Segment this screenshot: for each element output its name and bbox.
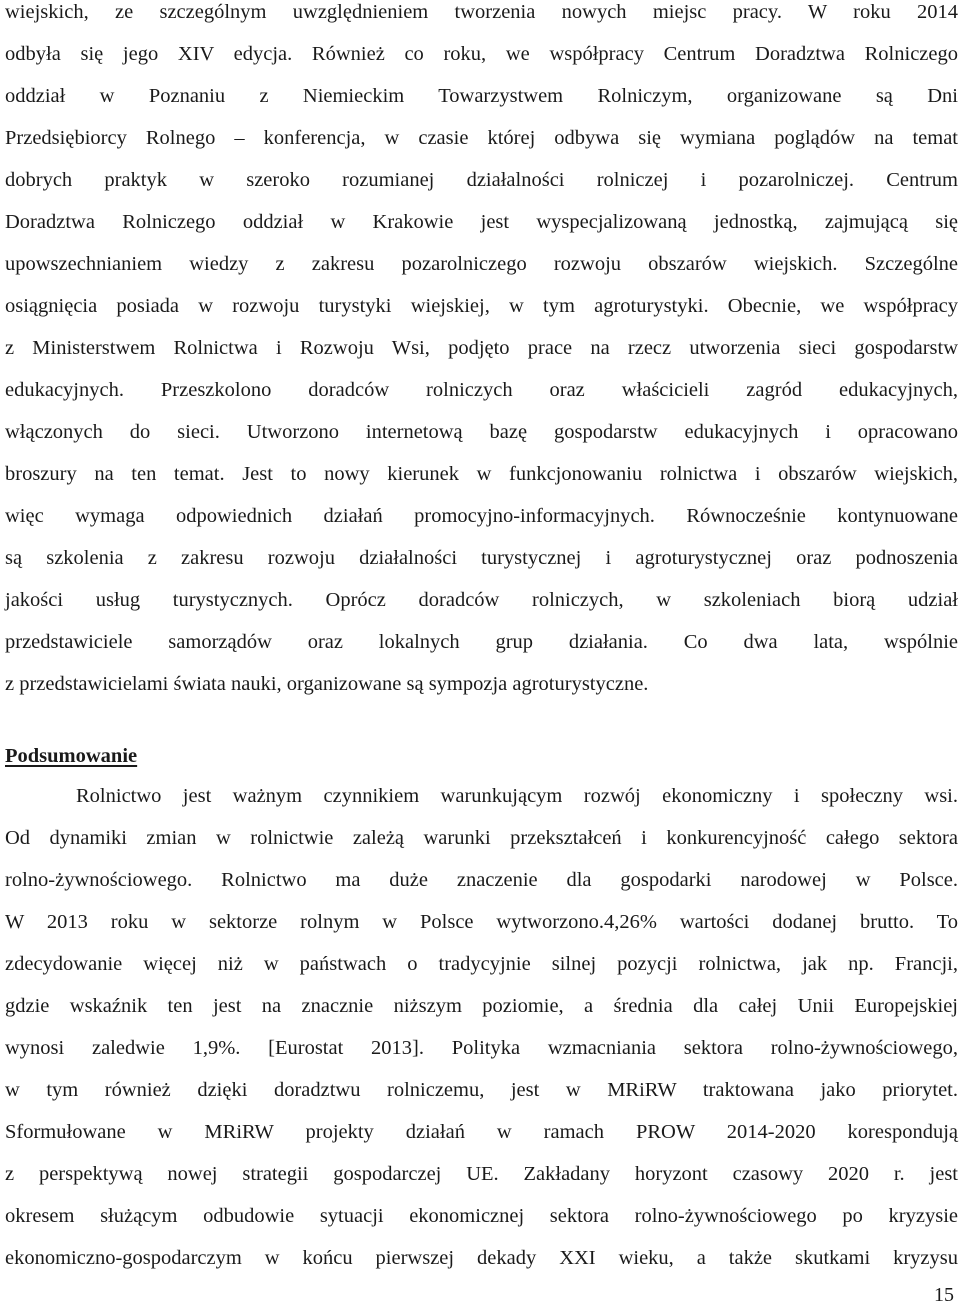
text-line: Rolnictwo jest ważnym czynnikiem warunkującym rozwój ekonomiczny i społeczny wsi.: [76, 785, 958, 807]
text-line: W 2013 roku w sektorze rolnym w Polsce wytworzono.4,26% wartości dodanej brutto. To: [5, 911, 958, 933]
section-heading: Podsumowanie: [5, 745, 138, 767]
text-line: gdzie wskaźnik ten jest na znacznie niższym poziomie, a średnia dla całej Unii Europejskiej: [5, 995, 958, 1017]
text-line: wiejskich, ze szczególnym uwzględnieniem tworzenia nowych miejsc pracy. W roku 2014: [5, 1, 958, 23]
text-line: włączonych do sieci. Utworzono internetową bazę gospodarstw edukacyjnych i opracowano: [5, 421, 958, 443]
text-line: zdecydowanie więcej niż w państwach o tradycyjnie silnej pozycji rolnictwa, jak np. Francji,: [5, 953, 958, 975]
text-line: upowszechnianiem wiedzy z zakresu pozarolniczego rozwoju obszarów wiejskich. Szczególne: [5, 253, 958, 275]
text-line: w tym również dzięki doradztwu rolniczemu, jest w MRiRW traktowana jako priorytet.: [5, 1079, 958, 1101]
text-line: rolno-żywnościowego. Rolnictwo ma duże znaczenie dla gospodarki narodowej w Polsce.: [5, 869, 958, 891]
text-line: odbyła się jego XIV edycja. Również co roku, we współpracy Centrum Doradztwa Rolniczego: [5, 43, 958, 65]
text-line: Doradztwa Rolniczego oddział w Krakowie jest wyspecjalizowaną jednostką, zajmującą się: [5, 211, 958, 233]
text-line: Przedsiębiorcy Rolnego – konferencja, w czasie której odbywa się wymiana poglądów na temat: [5, 127, 958, 149]
text-line: z perspektywą nowej strategii gospodarczej UE. Zakładany horyzont czasowy 2020 r. jest: [5, 1163, 958, 1185]
text-line: jakości usług turystycznych. Oprócz doradców rolniczych, w szkoleniach biorą udział: [5, 589, 958, 611]
text-line: wynosi zaledwie 1,9%. [Eurostat 2013]. Polityka wzmacniania sektora rolno-żywnościowego,: [5, 1037, 958, 1059]
text-line: Od dynamiki zmian w rolnictwie zależą warunki przekształceń i konkurencyjność całego sektora: [5, 827, 958, 849]
text-line: edukacyjnych. Przeszkolono doradców rolniczych oraz właścicieli zagród edukacyjnych,: [5, 379, 958, 401]
text-line: okresem służącym odbudowie sytuacji ekonomicznej sektora rolno-żywnościowego po kryzysie: [5, 1205, 958, 1227]
text-line: z przedstawicielami świata nauki, organizowane są sympozja agroturystyczne.: [5, 673, 649, 695]
page-number: 15: [934, 1284, 954, 1306]
text-line: broszury na ten temat. Jest to nowy kierunek w funkcjonowaniu rolnictwa i obszarów wiejskich,: [5, 463, 958, 485]
text-line: więc wymaga odpowiednich działań promocyjno-informacyjnych. Równocześnie kontynuowane: [5, 505, 958, 527]
text-line: z Ministerstwem Rolnictwa i Rozwoju Wsi, podjęto prace na rzecz utworzenia sieci gospodarstw: [5, 337, 958, 359]
text-line: Sformułowane w MRiRW projekty działań w ramach PROW 2014-2020 korespondują: [5, 1121, 958, 1143]
text-line: oddział w Poznaniu z Niemieckim Towarzystwem Rolniczym, organizowane są Dni: [5, 85, 958, 107]
text-line: ekonomiczno-gospodarczym w końcu pierwszej dekady XXI wieku, a także skutkami kryzysu: [5, 1247, 958, 1269]
text-line: osiągnięcia posiada w rozwoju turystyki wiejskiej, w tym agroturystyki. Obecnie, we współpracy: [5, 295, 958, 317]
text-line: przedstawiciele samorządów oraz lokalnych grup działania. Co dwa lata, wspólnie: [5, 631, 958, 653]
text-line: są szkolenia z zakresu rozwoju działalności turystycznej i agroturystycznej oraz podnoszenia: [5, 547, 958, 569]
text-line: dobrych praktyk w szeroko rozumianej działalności rolniczej i pozarolniczej. Centrum: [5, 169, 958, 191]
